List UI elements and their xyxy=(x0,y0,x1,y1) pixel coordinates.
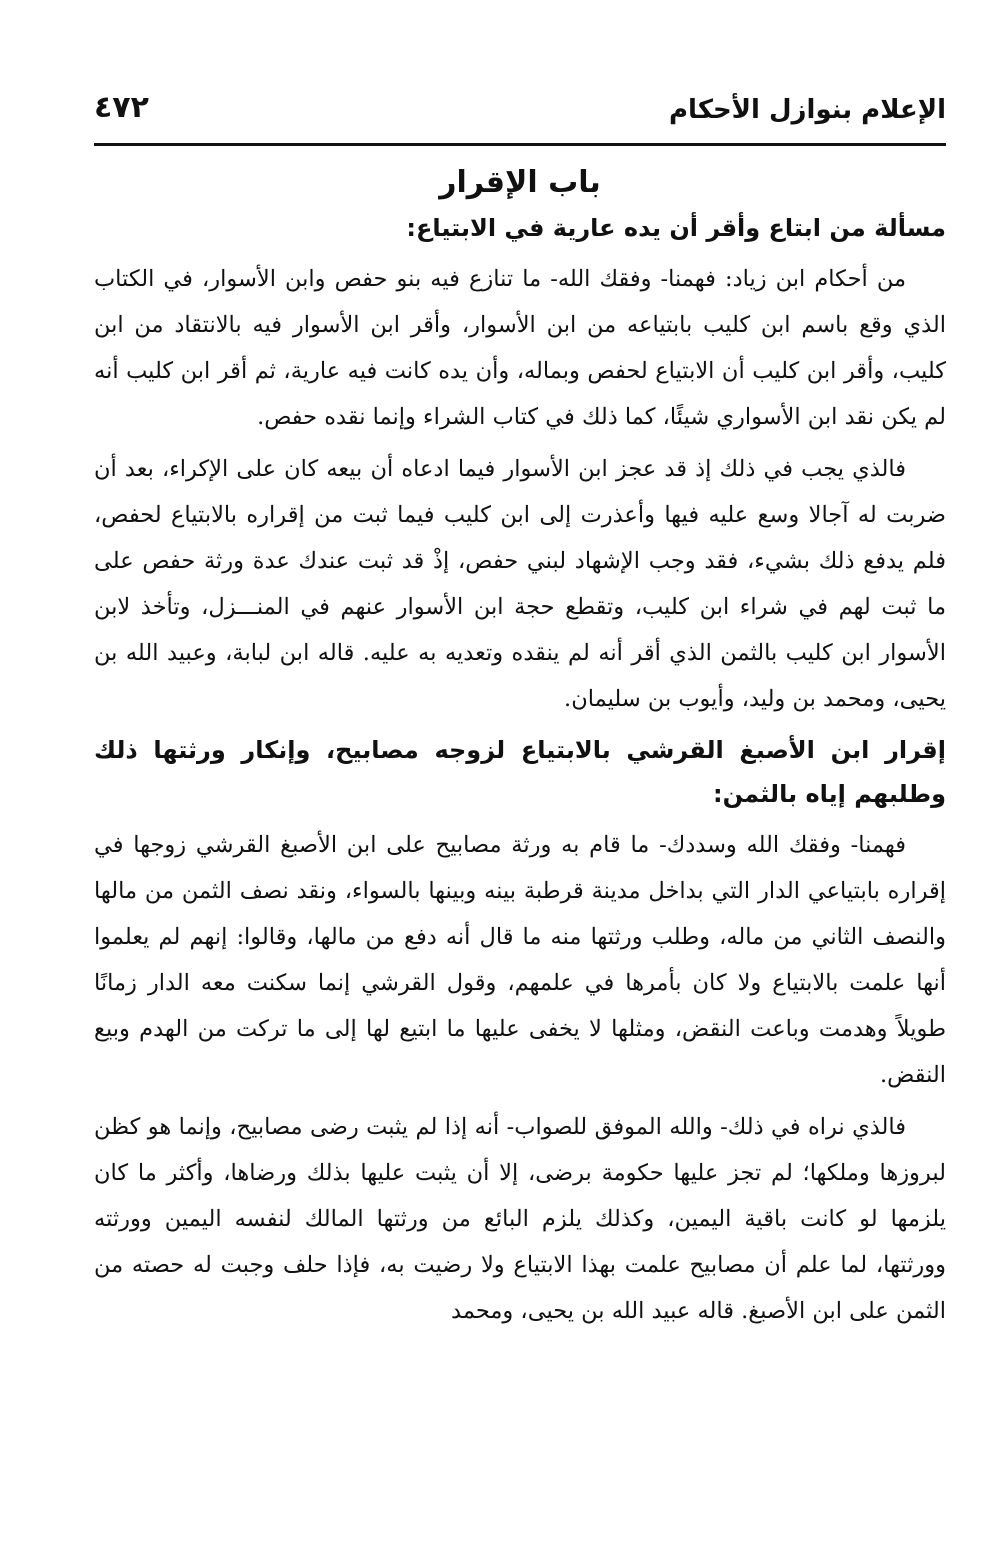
section-heading: مسألة من ابتاع وأقر أن يده عارية في الابتياع: xyxy=(406,214,946,242)
section-iqrar-ariya xyxy=(94,206,946,722)
page-header xyxy=(94,88,946,144)
page-number: ٤٧٢ xyxy=(94,90,149,125)
page-body xyxy=(94,160,946,1340)
paragraph: من أحكام ابن زياد: فهمنا- وفقك الله- ما تنازع فيه بنو حفص وابن الأسوار، في الكتاب الذي وقع باسم ابن كليب بابتياعه من ابن الأسوار، وأقر ابن الأسوار فيه بالانتقاد من ابن كليب، وأقر ابن كليب أن الابتياع لحفص وبماله، وأن يده كانت فيه عارية، ثم أقر ابن كليب أنه لم يكن نقد ابن الأسواري شيئًا، كما ذلك في كتاب الشراء وإنما نقده حفص. xyxy=(94,266,946,430)
section-heading: إقرار ابن الأصبغ القرشي بالابتياع لزوجه مصابيح، وإنكار ورثتها ذلك وطلبهم إياه بالثمن: xyxy=(94,736,946,808)
header-divider xyxy=(94,143,946,146)
paragraph: فالذي يجب في ذلك إذ قد عجز ابن الأسوار فيما ادعاه أن بيعه كان على الإكراء، بعد أن ضربت له آجالا وسع عليه فيها وأعذرت إلى ابن كليب فيما ثبت من إقراره بالابتياع لحفص، فلم يدفع ذلك بشيء، فقد وجب الإشهاد لبني حفص، إذْ قد ثبت عندك عدة ورثة حفص على ما ثبت لهم في شراء ابن كليب، وتقطع حجة ابن الأسوار عنهم في المنـــزل، وتأخذ لابن الأسوار ابن كليب بالثمن الذي أقر أنه لم ينقده وتعديه به عليه. قاله ابن لبابة، وعبيد الله بن يحيى، ومحمد بن وليد، وأيوب بن سليمان. xyxy=(94,456,946,712)
section-iqrar-ibn-alasbagh xyxy=(94,728,946,1334)
paragraph: فهمنا- وفقك الله وسددك- ما قام به ورثة مصابيح على ابن الأصبغ القرشي زوجها في إقراره بابتياعي الدار التي بداخل مدينة قرطبة بينه وبينها بالسواء، ونقد نصف الثمن من مالها والنصف الثاني من ماله، وطلب ورثتها منه ما قال أنه دفع من مالها، وقالوا: إنهم لم يعلموا أنها علمت بالابتياع ولا كان بأمرها في علمهم، وقول القرشي إنما سكنت معه الدار زمانًا طويلاً وهدمت وباعت النقض، ومثلها لا يخفى عليها ما ابتيع لها إلى ما تركت من الهدم وبيع النقض. xyxy=(94,832,946,1088)
paragraph: فالذي نراه في ذلك- والله الموفق للصواب- أنه إذا لم يثبت رضى مصابيح، وإنما هو كظن لبروزها وملكها؛ لم تجز عليها حكومة برضى، إلا أن يثبت عليها بذلك ورضاها، وأكثر ما كان يلزمها لو كانت باقية اليمين، وكذلك يلزم البائع من ورثتها المالك لنفسه اليمين وورثته وورثتها، لما علم أن مصابيح علمت بهذا الابتياع ولا رضيت به، فإذا حلف وجبت له حصته من الثمن على ابن الأصبغ. قاله عبيد الله بن يحيى، ومحمد xyxy=(94,1114,946,1324)
chapter-title: باب الإقرار xyxy=(439,165,601,200)
running-title: الإعلام بنوازل الأحكام xyxy=(669,95,946,125)
